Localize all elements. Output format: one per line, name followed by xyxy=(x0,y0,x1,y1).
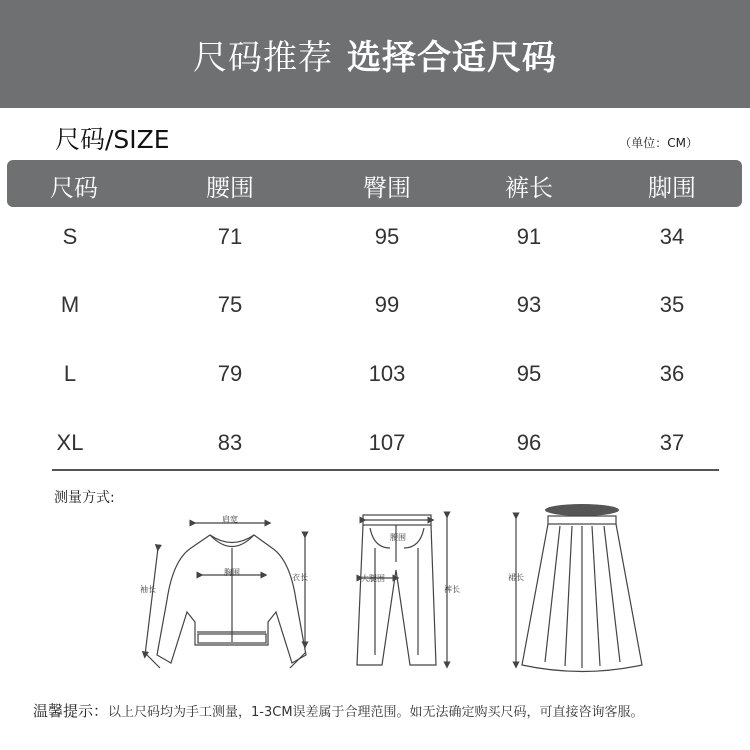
cell-size: S xyxy=(62,224,78,249)
cell-size: M xyxy=(60,292,80,317)
cell-ankle: 37 xyxy=(659,430,685,455)
cell-waist: 75 xyxy=(217,292,243,317)
header-ankle: 脚围 xyxy=(648,174,696,202)
cell-length: 93 xyxy=(516,292,542,317)
header-size: 尺码 xyxy=(50,174,98,202)
cell-size: L xyxy=(63,361,77,386)
cell-hip: 107 xyxy=(368,430,406,455)
jacket-shoulder-label: 肩宽 xyxy=(222,515,238,524)
table-bottom-rule xyxy=(52,469,719,471)
cell-waist: 71 xyxy=(217,224,243,249)
cell-size: XL xyxy=(56,430,84,455)
cell-waist: 79 xyxy=(217,361,243,386)
skirt-length-label: 裙长 xyxy=(508,573,524,582)
measure-title: 测量方式: xyxy=(54,490,115,506)
jacket-chest-label: 胸围 xyxy=(224,568,240,577)
cell-hip: 95 xyxy=(374,224,400,249)
size-table-header xyxy=(7,160,742,207)
cell-ankle: 36 xyxy=(659,361,685,386)
cell-length: 91 xyxy=(516,224,542,249)
tip-label: 温馨提示： xyxy=(33,702,109,720)
cell-length: 95 xyxy=(516,361,542,386)
skirt-diagram xyxy=(516,504,642,672)
size-section-title: 尺码/SIZE xyxy=(55,125,170,154)
cell-length: 96 xyxy=(516,430,542,455)
header-title-light: 尺码推荐 xyxy=(193,37,333,78)
cell-ankle: 34 xyxy=(659,224,685,249)
unit-note: （单位：CM） xyxy=(619,136,698,150)
header-banner xyxy=(0,0,750,108)
jacket-length-label: 衣长 xyxy=(292,573,308,582)
pants-waist-label: 腰围 xyxy=(390,533,406,542)
measurement-illustrations xyxy=(0,500,750,690)
tip-text: 以上尺码均为手工测量，1-3CM误差属于合理范围。如无法确定购买尺码，可直接咨询客服。 xyxy=(108,705,644,720)
pants-length-label: 裤长 xyxy=(444,585,460,594)
cell-ankle: 35 xyxy=(659,292,685,317)
jacket-sleeve-label: 袖长 xyxy=(140,585,156,594)
header-title-bold: 选择合适尺码 xyxy=(347,37,557,78)
pants-thigh-label: 大腿围 xyxy=(361,574,385,583)
header-waist: 腰围 xyxy=(206,174,254,202)
cell-hip: 103 xyxy=(368,361,406,386)
header-pants-length: 裤长 xyxy=(505,174,553,202)
header-hip: 臀围 xyxy=(363,174,411,202)
tip-note xyxy=(33,700,644,721)
cell-waist: 83 xyxy=(217,430,243,455)
jacket-diagram xyxy=(144,523,306,668)
cell-hip: 99 xyxy=(374,292,400,317)
